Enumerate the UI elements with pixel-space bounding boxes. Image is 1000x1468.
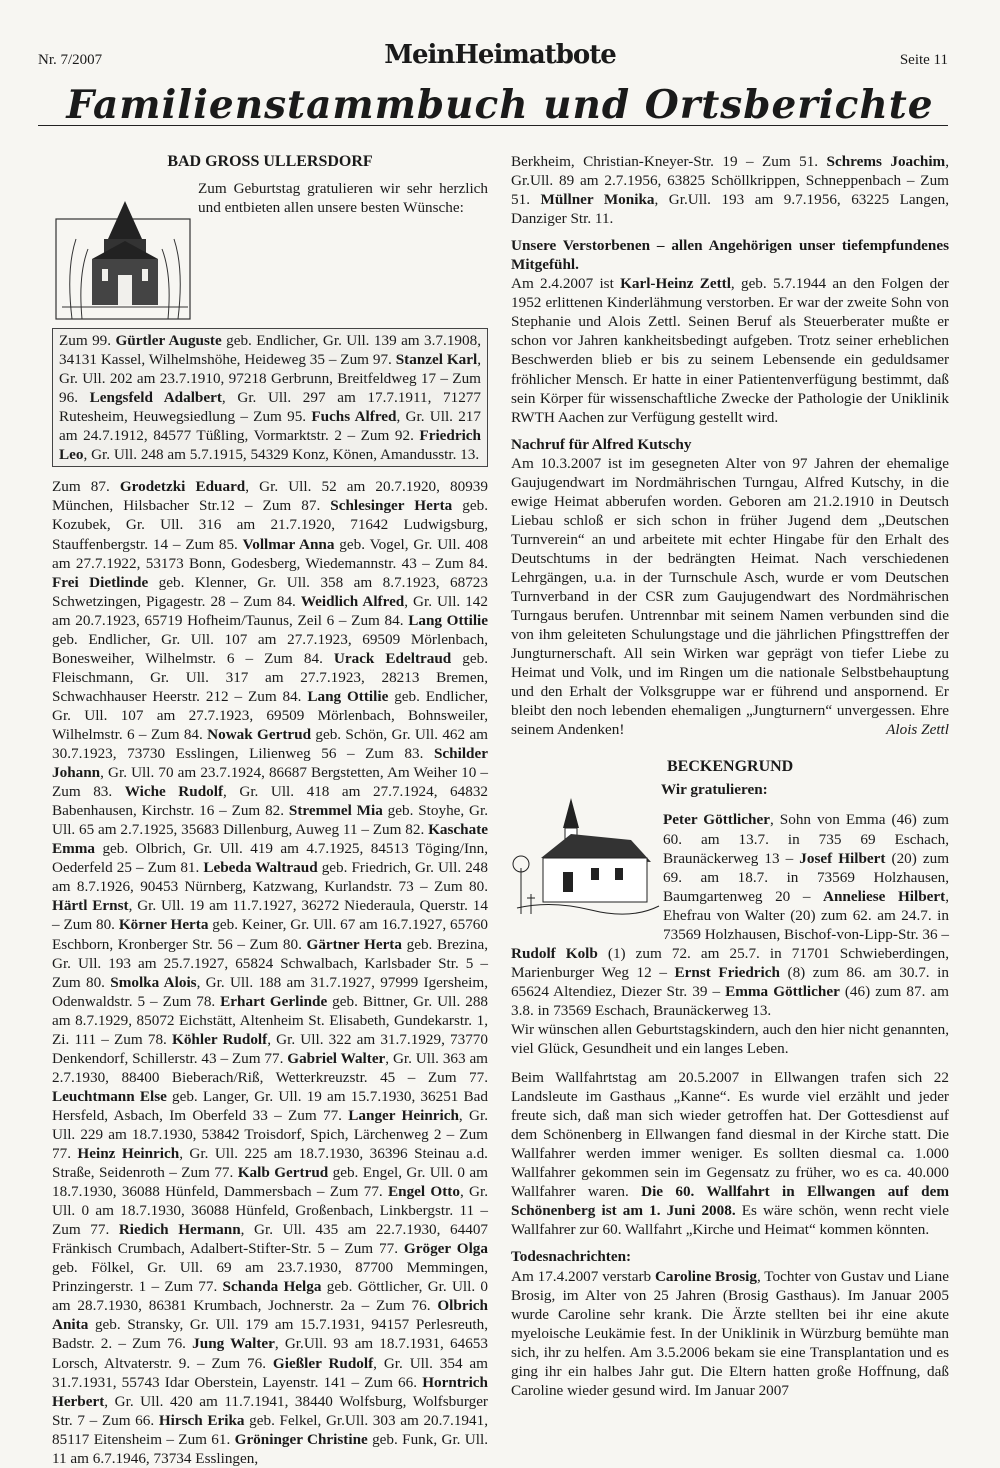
bold-name: Frei Dietlinde (52, 573, 149, 591)
bold-name: Gürtler Auguste (115, 332, 222, 350)
nachruf-body: Am 10.3.2007 ist im gesegneten Alter von 97 Jahren der ehemalige Gaujugendwart im Nordmährischen Turngau, Alfred Kutschy, in die ewige Heimat abberufen worden. Geboren am 21.2.1910 in Deutsch Liebau schloß er sich schon in früher Jugend dem „Deutschen Turnverein“ an und arbeitete mit echter Hingabe für den Erhalt des Deutschtums in der bedrängten Heimat. Nach verschiedenen Lehrgängen, u.a. in der Turnschule Asch, wurde er vom Deutschen Turnverband in der CSR zum Gaujugendwart des Nordmährischen Turngaus berufen. Untrennbar mit seinem Namen verbunden sind die von ihm geleiteten Schulungstage und die jährlichen Pfingsttreffen der Jungturnerschaft. All sein Wirken war geprägt von tiefer Liebe zu Heimat und Volk, und im Ringen um die nationale Selbstbehauptung und den Erhalt der Volksgruppe war er führend und anspornend. Er bleibt den noch lebenden ehemaligen „Jungturnern“ unvergessen. Ehre seinem Andenken! (511, 454, 949, 739)
bold-name: Vollmar Anna (242, 535, 335, 553)
text-run: geb. Fölkel, Gr. Ull. 69 am 23.7.1930, 87700 Memmingen, Prinzingerstr. 1 – Zum 77. (52, 1259, 488, 1296)
masthead-logo: MeinHeimatbote (384, 40, 616, 70)
intro-text: Zum Geburtstag gratulieren wir sehr herzlich und entbieten allen unsere besten Wünsche: (198, 180, 488, 217)
text-run: geb. Endlicher, Gr. Ull. 107 am 27.7.1923, 69509 Mörlenbach, Bonesweiher, Wilhelmstr. 6 – Zum 84. (52, 630, 488, 667)
verstorben-heading: Unsere Verstorbenen – allen Angehörigen unser tiefempfundenes Mitgefühl. (511, 237, 949, 274)
text-run: , Gr. Ull. 225 am 18.7.1930, 36396 Steinau a.d. Straße, Seidenroth – Zum 77. (52, 1145, 488, 1182)
bold-name: Kalb Gertrud (237, 1164, 329, 1182)
bold-name: Weidlich Alfred (300, 592, 405, 610)
text-run: Es wäre schön, wenn recht viele Wallfahrer zur 60. Wallfahrt „Kirche und Heimat“ kommen könnten. (511, 1202, 949, 1239)
text-run: , Gr. Ull. 354 am 31.7.1931, 55743 Idar Oberstein, Layenstr. 141 – Zum 66. (52, 1354, 488, 1391)
text-run: (46) zum 87. am 3.8. in 73569 Eschach, Braunäckerweg 13. (511, 982, 949, 1019)
left-column (52, 152, 488, 1468)
text-run: , Gr. Ull. 435 am 22.7.1930, 64407 Fränkisch Crumbach, Adalbert-Stifter-Str. 5 – Zum 77. (52, 1221, 489, 1258)
bold-name: Schilder Johann (52, 745, 488, 782)
right-column (511, 152, 949, 1400)
bold-name: Engel Otto (388, 1183, 460, 1201)
bold-name: Gabriel Walter (287, 1049, 386, 1067)
birthday-list (52, 477, 488, 1467)
bold-name: Erhart Gerlinde (220, 992, 328, 1010)
beckengrund-wish: Wir wünschen allen Geburtstagskindern, auch den hier nicht genannten, viel Glück, Gesundheit und ein langes Leben. (511, 1020, 949, 1058)
text-run: geb. Vogel, Gr. Ull. 408 am 27.7.1922, 53173 Bonn, Godesberg, Wiedemannstr. 43 – Zum 84. (52, 535, 489, 572)
text-run: (20) zum 69. am 18.7. in 73569 Holzhausen, Baumgartenweg 20 – (663, 849, 950, 905)
bold-name: Josef Hilbert (799, 849, 886, 867)
bold-name: Anneliese Hilbert (822, 887, 946, 905)
bold-name: Gießler Rudolf (272, 1354, 374, 1372)
todes-heading: Todesnachrichten: (511, 1248, 632, 1266)
bold-name: Wiche Rudolf (124, 783, 224, 801)
section-heading-beckengrund: BECKENGRUND (667, 758, 794, 776)
text-run: geb. Stransky, Gr. Ull. 179 am 15.7.1931, 94157 Perlesreuth, Badstr. 2. – Zum 76. (52, 1316, 488, 1353)
text-run: , Sohn von Emma (46) zum 60. am 13.7. in 735 69 Eschach, Braunäckerweg 13 – (663, 811, 949, 867)
bold-name: Hirsch Erika (158, 1411, 245, 1429)
text-run: , Ehefrau von Walter (20) zum 62. am 24.7. in 73569 Holzhausen, Bischof-von-Lipp-Str. 36 – (663, 887, 950, 943)
bold-name: Friedrich Leo (59, 427, 481, 464)
text-run: geb. Langer, Gr. Ull. 19 am 15.7.1930, 36251 Bad Hersfeld, Asbach, Im Oberfeld 33 – Zum 77. (52, 1087, 489, 1124)
text-run: , Gr. Ull. 142 am 20.7.1923, 65719 Hofheim/Taunus, Zeil 6 – Zum 84. (52, 592, 488, 629)
birthday-box-oldest (52, 328, 488, 467)
bold-name: Caroline Brosig (654, 1267, 757, 1285)
text-run: geb. Göttlicher, Gr. Ull. 0 am 28.7.1930, 86381 Krumbach, Jochnerstr. 2a – Zum 76. (52, 1278, 488, 1315)
text-run: (8) zum 86. am 30.7. in 65624 Altendiez, Diezer Str. 39 – (511, 963, 949, 1000)
bold-name: Gröninger Christine (234, 1430, 368, 1448)
bold-name: Jung Walter (192, 1335, 275, 1353)
text-run: (1) zum 72. am 25.7. in 71701 Schwieberdingen, Marienburger Weg 12 – (511, 944, 949, 981)
text-run: , Gr. Ull. 322 am 31.7.1929, 73770 Denkendorf, Schillerstr. 43 – Zum 77. (52, 1030, 488, 1067)
text-run: geb. Bittner, Gr. Ull. 288 am 8.7.1929, 85072 Eichstätt, Altenheim St. Elisabeth, Gundekarstr. 1, Zi. 111 – Zum 78. (52, 992, 489, 1048)
bold-name: Riedich Hermann (118, 1221, 241, 1239)
text-run: geb. Engel, Gr. Ull. 0 am 18.7.1930, 36088 Hünfeld, Dammersbach – Zum 77. (52, 1164, 488, 1201)
title-rule (38, 125, 948, 126)
text-run: , Gr. Ull. 229 am 18.7.1930, 53842 Troisdorf, Spich, Lärchenweg 2 – Zum 77. (52, 1106, 489, 1163)
bold-name: Schlesinger Herta (330, 497, 453, 515)
text-run: Am 2.4.2007 ist (511, 275, 621, 293)
text-run: geb. Keiner, Gr. Ull. 67 am 16.7.1927, 65760 Eschborn, Kronberger Str. 56 – Zum 80. (52, 916, 488, 953)
text-run: , Gr. Ull. 19 am 11.7.1927, 36272 Niederaula, Querstr. 14 – Zum 80. (52, 897, 488, 934)
verstorben-text (511, 274, 949, 426)
beckengrund-subheading: Wir gratulieren: (661, 781, 768, 799)
bold-name: Lang Ottilie (408, 611, 488, 629)
bold-name: Ernst Friedrich (674, 963, 780, 981)
bold-name: Grodetzki Eduard (119, 478, 246, 496)
text-run: , Gr. Ull. 248 am 5.7.1915, 54329 Konz, Könen, Amandusstr. 13. (83, 446, 480, 464)
text-run: geb. Felkel, Gr.Ull. 303 am 20.7.1941, 85117 Eitensheim – Zum 61. (52, 1411, 488, 1448)
chapel-illustration-icon (511, 788, 661, 928)
nachruf-text (511, 454, 949, 740)
bold-name: Lebeda Waltraud (203, 859, 318, 877)
bold-name: Fuchs Alfred (311, 408, 397, 426)
wallfahrt-text (511, 1068, 949, 1239)
text-run: Zum 87. (52, 478, 120, 496)
bold-name: Emma Göttlicher (725, 982, 840, 1000)
text-run: geb. Stoyhe, Gr. Ull. 65 am 2.7.1925, 35683 Dillenburg, Auweg 11 – Zum 82. (52, 802, 489, 839)
bold-name: Olbrich Anita (52, 1297, 488, 1334)
text-run: , geb. 5.7.1944 an den Folgen der 1952 erlittenen Kinderlähmung verstorben. Er war der zweite Sohn von Stephanie und Alois Zettl. Seinen Beruf als Steuerberater mußte er schon vor Jahren kankheitsbedingt aufgeben. Trotz seiner erheblichen Beschwerden blieb er bis zu seinem Lebensende ein geduldsamer fröhlicher Mensch. Er hatte in einer Patientenverfügung bestimmt, daß sein Körper für wissenschaftliche Zwecke der Pathologie der Uniklinik RWTH Aachen zur Verfügung gestellt wird. (511, 275, 949, 426)
bold-name: Schanda Helga (222, 1278, 322, 1296)
bold-name: Köhler Rudolf (172, 1030, 268, 1048)
bold-name: Gröger Olga (403, 1240, 488, 1258)
bold-name: Lang Ottilie (307, 687, 389, 705)
text-run: Am 17.4.2007 verstarb (511, 1267, 655, 1285)
church-illustration-icon (52, 179, 198, 324)
text-run: geb. Friedrich, Gr. Ull. 248 am 8.7.1926, 90453 Nürnberg, Katzwang, Kurlandstr. 73 – Zum 80. (52, 859, 488, 896)
text-run: , Gr. Ull. 363 am 2.7.1930, 88400 Bieberach/Riß, Wetterkreuzstr. 45 – Zum 77. (52, 1049, 488, 1086)
text-run: , Gr. Ull. 188 am 31.7.1927, 97999 Igersheim, Odenwaldstr. 5 – Zum 78. (52, 973, 488, 1010)
text-run: , Gr. Ull. 52 am 20.7.1920, 80939 München, Hilsbacher Str.12 – Zum 87. (52, 478, 488, 515)
bold-name: Gärtner Herta (306, 935, 402, 953)
section-heading-bad-gross-ullersdorf: BAD GROSS ULLERSDORF (167, 153, 373, 170)
text-run: , Gr.Ull. 193 am 9.7.1956, 63225 Langen, Danziger Str. 11. (511, 191, 949, 228)
text-run: , Gr. Ull. 420 am 11.7.1941, 38440 Wolfsburg, Wolfsburger Str. 7 – Zum 66. (52, 1392, 488, 1429)
todes-text (511, 1267, 949, 1400)
bold-name: Nowak Gertrud (207, 725, 312, 743)
bold-name: Lengsfeld Adalbert (89, 389, 222, 407)
bold-name: Stremmel Mia (288, 802, 383, 820)
text-run: , Gr.Ull. 93 am 18.7.1931, 64653 Lorsch, Altvaterstr. 9. – Zum 76. (52, 1335, 488, 1372)
text-run: geb. Endlicher, Gr. Ull. 107 am 27.7.1923, 69509 Mörlenbach, Bohnsweiler, Wilhelmstr. 6 – Zum 84. (52, 687, 489, 743)
page-number: Seite 11 (899, 52, 948, 68)
bold-name: Peter Göttlicher (663, 811, 770, 829)
bold-name: Härtl Ernst (52, 897, 129, 915)
page-title: Familienstammbuch und Ortsberichte (66, 82, 934, 128)
bold-name: Körner Herta (118, 916, 209, 934)
text-run: , Tochter von Gustav und Liane Brosig, im Alter von 25 Jahren (Brosig Gasthaus). Im Januar 2005 wurde Caroline sehr krank. Die Ärzte stellten bei ihr eine akute myeloische Leukämie fest. In der Uniklinik in Würzburg bemühte man sich, ihr zu helfen. Am 3.5.2006 bekam sie eine Transplantation und es ging ihr ein halbes Jahr gut. Die Eltern hatten große Hoffnung, daß Caroline wieder gesund wird. Im Januar 2007 (511, 1267, 949, 1399)
bold-name: Karl-Heinz Zettl (620, 275, 731, 293)
bold-name: Stanzel Karl (395, 351, 478, 369)
bold-name: Smolka Alois (110, 973, 197, 991)
bold-name: Schrems Joachim (826, 153, 946, 170)
text-run: , Gr. Ull. 217 am 24.7.1912, 84577 Tüßling, Vormarktstr. 2 – Zum 92. (59, 408, 481, 445)
text-run: geb. Brezina, Gr. Ull. 193 am 25.7.1927, 65824 Schwalbach, Karlsbader Str. 5 – Zum 80. (52, 935, 488, 991)
bold-name: Horntrich Herbert (52, 1373, 488, 1410)
text-run: geb. Endlicher, Gr. Ull. 139 am 3.7.1908, 34131 Kassel, Wilhelmshöhe, Heideweg 35 – Zum 97. (59, 332, 481, 369)
text-run: Berkheim, Christian-Kneyer-Str. 19 – Zum 51. (511, 153, 827, 170)
birthday-list-continued (511, 152, 949, 228)
birthday-box-text (59, 331, 481, 464)
bold-name: Müllner Monika (540, 191, 655, 209)
bold-name: Langer Heinrich (348, 1106, 459, 1124)
bold-name: Urack Edeltraud (333, 649, 452, 667)
bad-intro-row (52, 179, 488, 324)
text-run: , Gr. Ull. 202 am 23.7.1910, 97218 Gerbrunn, Breitfeldweg 17 – Zum 96. (59, 351, 481, 407)
bold-name: Heinz Heinrich (77, 1145, 180, 1163)
issue-number: Nr. 7/2007 (38, 52, 103, 68)
text-run: Beim Wallfahrtstag am 20.5.2007 in Ellwangen trafen sich 22 Landsleute im Gasthaus „Kanne“. Es wurde viel erzählt und jeder freute sich, daß man sich wieder getroffen hat. Der Gottesdienst auf dem Schönenberg in Ellwangen fand diesmal in der Kirche statt. Die Wallfahrer werden immer weniger. Es sollten diesmal ca. 1.000 Wallfahrer gekommen sein im Gegensatz zu früher, wo es ca. 40.000 Wallfahrer waren. (511, 1069, 949, 1201)
text-run: , Gr. Ull. 418 am 27.7.1924, 64832 Babenhausen, Kirchstr. 16 – Zum 82. (52, 783, 489, 820)
nachruf-signature: Alois Zettl (886, 721, 949, 739)
text-run: , Gr.Ull. 89 am 2.7.1956, 63825 Schöllkrippen, Schneppenbach – Zum 51. (511, 153, 949, 209)
text-run: , Gr. Ull. 297 am 17.7.1911, 71277 Rutesheim, Heuwegsiedlung – Zum 95. (59, 389, 481, 426)
bold-name: Kaschate Emma (52, 821, 488, 858)
text-run: , Gr. Ull. 0 am 18.7.1930, 36088 Hünfeld, Großenbach, Linkbergstr. 11 – Zum 77. (52, 1183, 489, 1239)
text-run: , Gr. Ull. 70 am 23.7.1924, 86687 Bergstetten, Am Weiher 10 – Zum 83. (52, 764, 488, 801)
text-run: geb. Funk, Gr. Ull. 11 am 6.7.1946, 73734 Esslingen, (52, 1430, 488, 1467)
text-run: geb. Schön, Gr. Ull. 462 am 30.7.1923, 73730 Esslingen, Lilienweg 56 – Zum 83. (52, 725, 488, 763)
text-run: geb. Olbrich, Gr. Ull. 419 am 4.7.1925, 84513 Töging/Inn, Oederfeld 25 – Zum 81. (52, 840, 488, 877)
text-run: Zum 99. (59, 332, 116, 350)
bold-name: Leuchtmann Else (52, 1087, 167, 1105)
text-run: geb. Fleischmann, Gr. Ull. 317 am 27.7.1923, 28213 Bremen, Schwachhauser Heerstr. 212 – Zum 84. (52, 649, 488, 705)
text-run: geb. Klenner, Gr. Ull. 358 am 8.7.1923, 68723 Schwetzingen, Pigagestr. 28 – Zum 84. (52, 573, 488, 610)
text-run: geb. Kozubek, Gr. Ull. 316 am 21.7.1920, 71642 Ludwigsburg, Stauffenbergstr. 14 – Zum 85. (52, 497, 488, 553)
bold-name: Rudolf Kolb (511, 944, 598, 962)
bold-name: Die 60. Wallfahrt in Ellwangen auf dem Schönenberg ist am 1. Juni 2008. (511, 1183, 949, 1220)
nachruf-heading: Nachruf für Alfred Kutschy (511, 435, 692, 453)
